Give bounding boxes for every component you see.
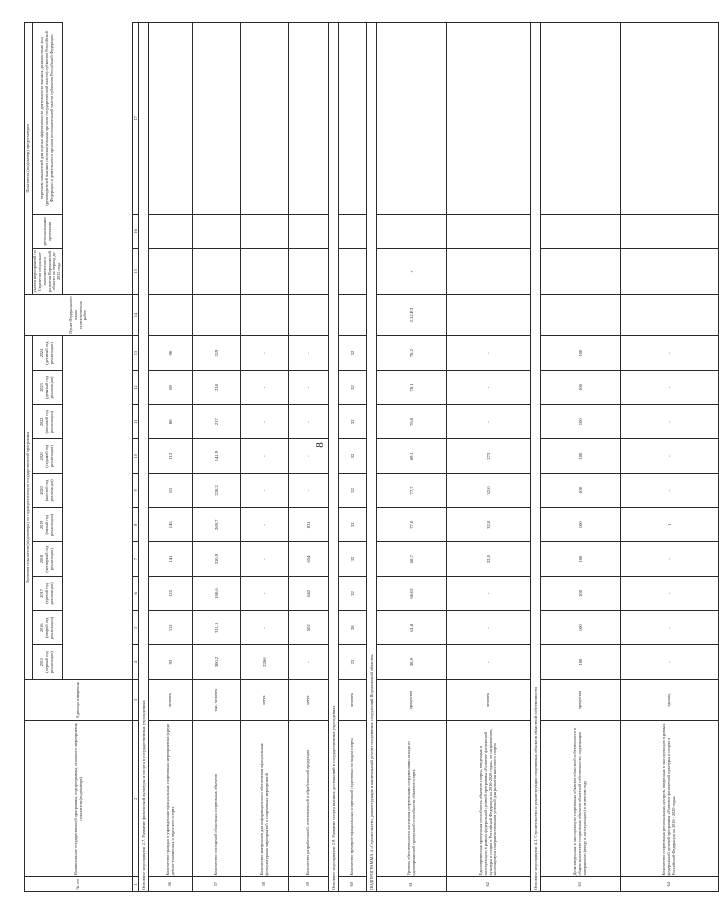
row-number: 61 (377, 877, 447, 892)
header-year-2022: 2022 (восьмой год реализации) (33, 405, 63, 439)
indicator-value: 38,9 (377, 645, 447, 679)
indicator-value: 300,2 (193, 645, 241, 679)
section-title: Основное мероприятие 2.7. Развитие физической культуры и спорта в государственных учреждениях (139, 23, 149, 892)
indicator-value: - (289, 473, 329, 507)
header-year-2015: 2015 (первый год реализации) (33, 645, 63, 679)
column-number: 5 (133, 611, 139, 645)
decree-cell (289, 23, 329, 215)
regional-project-cell (621, 214, 719, 248)
row-number: 60 (339, 877, 367, 892)
fed-project-cell (541, 294, 621, 336)
indicator-value: 217 (193, 405, 241, 439)
strategy-cell (289, 249, 329, 295)
indicator-value: 831 (289, 508, 329, 542)
indicator-name: Количество материалов для информационного обеспечения официальных физкультурных мероприятий и спортивных мероприятий (241, 721, 289, 877)
row-number: 57 (193, 877, 241, 892)
indicator-value: - (241, 576, 289, 610)
column-number: 2 (133, 721, 139, 877)
header-unit: Единица измерения (25, 679, 133, 721)
table-body (25, 23, 719, 892)
fed-project-cell (621, 294, 719, 336)
regional-project-cell (289, 214, 329, 248)
column-number: 14 (133, 294, 139, 336)
indicator-value: - (241, 542, 289, 576)
row-number: 56 (149, 877, 193, 892)
indicator-value: 1 (621, 508, 719, 542)
indicator-value: - (621, 439, 719, 473)
fed-project-cell: 2.12.Р.3 (377, 294, 447, 336)
section-row (531, 23, 541, 892)
regional-project-cell (241, 214, 289, 248)
indicator-value: - (289, 405, 329, 439)
column-number: 6 (133, 576, 139, 610)
section-title: Основное мероприятие 2.8. Развитие спорта высших достижений в государственных учреждениях (329, 23, 339, 892)
table-row (377, 23, 447, 892)
decree-cell (339, 23, 367, 215)
header-year-2017: 2017 (третий год реализации) (33, 576, 63, 610)
column-number: 12 (133, 370, 139, 404)
indicator-value: 32,0 (447, 508, 531, 542)
indicator-value: 89 (149, 370, 193, 404)
indicator-name: Доля введенных в эксплуатацию спортивных объектов областной собственности в общем количестве спортивных объектов областной собственности, подлежащих завершению (вводу в эксплуатацию) в отчетном году (541, 721, 621, 877)
decree-cell (541, 23, 621, 215)
header-decree: перечнем показателей для оценки эффективности деятельности высших должностных лиц (руководителей высших исполнительных органов государственной власти) субъектов Российской Федерации и деятельности органов исполнительной власти субъектов Российской Федерации (33, 23, 63, 215)
indicator-value: 90 (149, 336, 193, 370)
indicator-value: - (621, 576, 719, 610)
indicator-value: 32 (339, 576, 367, 610)
header-year-2023: 2023 (девятый год реализации) (33, 370, 63, 404)
indicator-unit: процентов (377, 679, 447, 721)
column-number: 8 (133, 508, 139, 542)
table-row (621, 23, 719, 892)
indicators-table (24, 22, 719, 892)
indicator-value: 100 (541, 370, 621, 404)
header-strategy: указом мероприятий по Стратегии социально-экономического развития Воронежской области на период до 2035 года (32, 250, 62, 293)
row-number: 59 (289, 877, 329, 892)
fed-project-cell (241, 294, 289, 336)
column-number: 10 (133, 439, 139, 473)
header-name: Наименование государственной программы, подпрограммы, основного мероприятия, показателя (индикатора) (25, 721, 133, 877)
strategy-cell: + (377, 249, 447, 295)
indicator-value: - (241, 473, 289, 507)
indicator-value: - (621, 473, 719, 507)
indicator-value: 100 (541, 405, 621, 439)
strategy-cell (149, 249, 193, 295)
indicator-value: 642 (289, 576, 329, 610)
regional-project-cell (149, 214, 193, 248)
indicator-unit: единиц (621, 679, 719, 721)
header-values-group: Значения показателя (индикатора) по годам реализации государственной программы (25, 336, 33, 679)
indicator-value: 310,9 (193, 542, 241, 576)
indicator-value: 100 (541, 645, 621, 679)
decree-cell (193, 23, 241, 215)
strategy-cell (339, 249, 367, 295)
indicator-value: 77,7 (377, 473, 447, 507)
regional-project-cell (377, 214, 447, 248)
indicator-value: - (289, 439, 329, 473)
indicator-name: Единовременная пропускная способность объектов спорта, введенных в эксплуатацию в рамках федеральной целевой программы «Развитие физической культуры и спорта в Российской Федерации на 2016-2020 годы», по направлению, касающемуся совершенствования условий для развития массового спорта (447, 721, 531, 877)
indicator-value: 218 (193, 370, 241, 404)
strategy-cell (621, 249, 719, 295)
indicator-value: 28 (339, 611, 367, 645)
indicator-name: Количество посещений областных спортивных объектов (193, 721, 241, 877)
indicator-value: 141 (149, 542, 193, 576)
indicator-value: 272 (447, 439, 531, 473)
table-row (289, 23, 329, 892)
indicator-value: 32 (339, 370, 367, 404)
indicator-unit: штук (241, 679, 289, 721)
fed-project-cell (193, 294, 241, 336)
indicator-value: - (621, 336, 719, 370)
column-number: 7 (133, 542, 139, 576)
indicator-value: 32 (339, 542, 367, 576)
header-indicators-group: Показатель (индикатор) предусмотрен (25, 23, 33, 295)
indicator-value: 100 (541, 576, 621, 610)
indicator-value: 269,7 (193, 508, 241, 542)
indicator-value: 100 (541, 336, 621, 370)
row-number: 58 (241, 877, 289, 892)
section-row (139, 23, 149, 892)
regional-project-cell (193, 214, 241, 248)
section-row (367, 23, 377, 892)
header-year-2019: 2019 (пятый год реализации) (33, 508, 63, 542)
indicator-value: 78,1 (377, 370, 447, 404)
indicator-value: - (241, 370, 289, 404)
indicator-unit: тыс. человек (193, 679, 241, 721)
row-number: 63 (541, 877, 621, 892)
indicator-value: - (621, 542, 719, 576)
indicator-value: 145 (149, 508, 193, 542)
rotated-table-container (24, 22, 676, 892)
indicator-value: 32 (339, 473, 367, 507)
header-year-2016: 2016 (второй год реализации) (33, 611, 63, 645)
indicator-value: 100 (541, 439, 621, 473)
indicator-value: - (289, 336, 329, 370)
header-fed-project: Пункт Федерального плана статистических работ (25, 294, 133, 336)
decree-cell (447, 23, 531, 215)
table-row (149, 23, 193, 892)
indicator-value: 63 (149, 473, 193, 507)
regional-project-cell (447, 214, 531, 248)
column-number: 9 (133, 473, 139, 507)
indicator-value: - (621, 611, 719, 645)
indicator-value: 100 (541, 508, 621, 542)
indicator-name: Количество граждан в учреждениях-официальных спортивных мероприятиях (среди детско-юношеских и взрослого спорта (149, 721, 193, 877)
table-row (241, 23, 289, 892)
indicator-value: 141,9 (193, 439, 241, 473)
indicator-value: - (447, 645, 531, 679)
indicator-value: 502 (289, 611, 329, 645)
indicator-value: 61,8 (377, 611, 447, 645)
header-regional-projects: региональными проектами (33, 214, 63, 248)
indicator-value: 93 (149, 645, 193, 679)
table-row (193, 23, 241, 892)
column-number: 4 (133, 645, 139, 679)
column-number: 1 (133, 877, 139, 892)
section-title: ПОДПРОГРАММА 4 «Строительство, реконструкция и капитальный ремонт спортивных сооружений Воронежской области» (367, 23, 377, 892)
regional-project-cell (541, 214, 621, 248)
indicator-value: - (447, 336, 531, 370)
indicator-value: - (447, 405, 531, 439)
section-row (329, 23, 339, 892)
indicator-value: 112 (149, 439, 193, 473)
fed-project-cell (149, 294, 193, 336)
header-year-2018: 2018 (четвертый год реализации) (33, 542, 63, 576)
header-year-2020: 2020 (шестой год реализации) (33, 473, 63, 507)
indicator-value: - (289, 370, 329, 404)
indicator-unit: процентов (541, 679, 621, 721)
indicator-value: 32 (339, 508, 367, 542)
decree-cell (241, 23, 289, 215)
indicator-value: 32 (339, 439, 367, 473)
indicator-value: 32,0 (447, 473, 531, 507)
indicator-value: 32 (339, 336, 367, 370)
fed-project-cell (339, 294, 367, 336)
column-number: 3 (133, 679, 139, 721)
indicator-value: 100,6 (193, 576, 241, 610)
indicator-value: - (289, 645, 329, 679)
indicator-value: 23 (339, 645, 367, 679)
header-year-2024: 2024 (десятый год реализации) (33, 336, 63, 370)
fed-project-cell (447, 294, 531, 336)
indicator-unit: человек (447, 679, 531, 721)
regional-project-cell (339, 214, 367, 248)
column-number: 13 (133, 336, 139, 370)
indicator-value: 654 (289, 542, 329, 576)
indicator-unit: штук (289, 679, 329, 721)
decree-cell (377, 23, 447, 215)
indicator-value: - (241, 405, 289, 439)
indicator-value: 68,7 (377, 542, 447, 576)
indicator-value: 125 (149, 576, 193, 610)
indicator-value: 78,2 (377, 336, 447, 370)
indicator-value: 311,1 (193, 611, 241, 645)
indicator-value: - (241, 336, 289, 370)
fed-project-cell (289, 294, 329, 336)
indicator-value: 32,0 (447, 542, 531, 576)
row-number: 64 (621, 877, 719, 892)
indicator-value: - (621, 370, 719, 404)
decree-cell (149, 23, 193, 215)
indicator-value: 70,0 (377, 405, 447, 439)
indicator-unit: человек (339, 679, 367, 721)
table-row (447, 23, 531, 892)
table-row (541, 23, 621, 892)
indicator-value: 219 (193, 336, 241, 370)
indicator-value: - (621, 405, 719, 439)
indicator-value: 77,0 (377, 508, 447, 542)
indicator-value: 32 (339, 405, 367, 439)
indicator-value: - (447, 611, 531, 645)
indicator-value: - (447, 576, 531, 610)
indicator-value: - (241, 508, 289, 542)
indicator-value: - (621, 645, 719, 679)
indicator-value: 68,02 (377, 576, 447, 610)
strategy-cell (193, 249, 241, 295)
indicator-name: Уровень обеспеченности населения спортивными сооружениями исходя из единовременной пропускной способности объектов спорта (377, 721, 447, 877)
header-year-2021: 2021 (седьмой год реализации) (33, 439, 63, 473)
indicator-value: 100 (541, 542, 621, 576)
page-number: 8 (314, 442, 326, 448)
column-number: 11 (133, 405, 139, 439)
indicator-value: 100 (541, 473, 621, 507)
row-number: 62 (447, 877, 531, 892)
column-number: 15 (133, 249, 139, 295)
decree-cell (621, 23, 719, 215)
indicator-unit: человек (149, 679, 193, 721)
section-title: Основное мероприятие 4.1. Строительство и реконструкция спортивных объектов областной собственности (531, 23, 541, 892)
indicator-value: - (447, 370, 531, 404)
strategy-cell (241, 249, 289, 295)
indicator-value: 69,1 (377, 439, 447, 473)
indicator-value: 2266 (241, 645, 289, 679)
indicator-name: Количество спортивных региональных центров, введенных в эксплуатацию в рамках федеральной целевой программы «Развитие физической культуры и спорта в Российской Федерации на 2016 - 2020 годы» (621, 721, 719, 877)
strategy-cell (541, 249, 621, 295)
indicator-value: 88 (149, 405, 193, 439)
indicator-value: - (241, 439, 289, 473)
header-num: № п/п (25, 877, 133, 892)
table-row (339, 23, 367, 892)
indicator-value: 220,2 (193, 473, 241, 507)
strategy-cell (447, 249, 531, 295)
indicator-name: Количество разработанной, изготовленной и обработанной продукции (289, 721, 329, 877)
column-number: 17 (133, 23, 139, 215)
indicator-value: - (241, 611, 289, 645)
column-number: 16 (133, 214, 139, 248)
indicator-name: Количество тренеров-официальных спортивной подготовки по видам спорта (339, 721, 367, 877)
indicator-value: 100 (541, 611, 621, 645)
indicator-value: 112 (149, 611, 193, 645)
